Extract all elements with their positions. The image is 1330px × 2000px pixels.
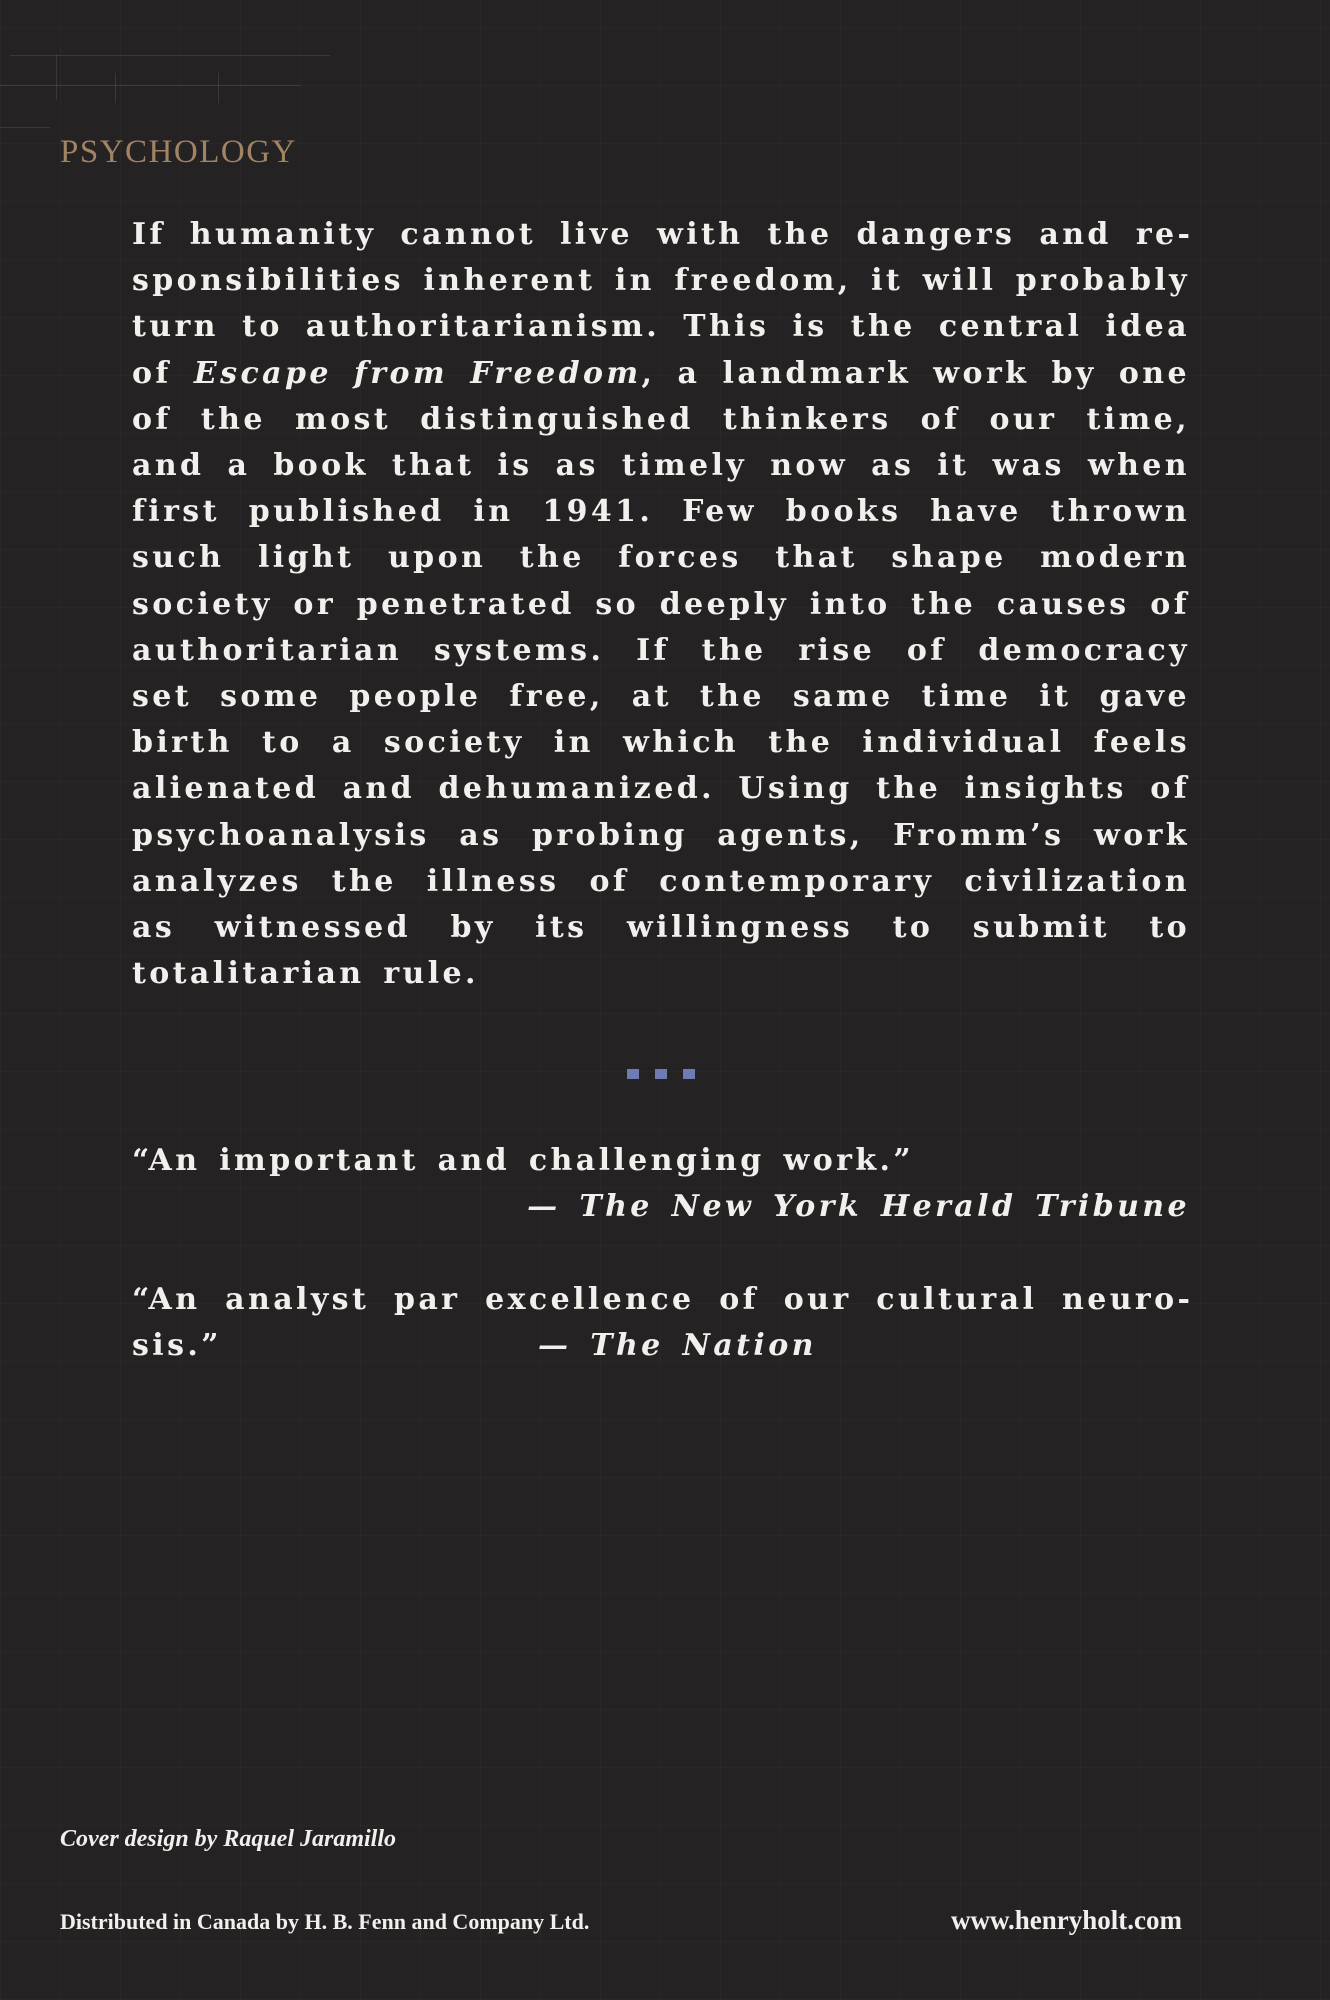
quote-text: “An important and challenging work.” (132, 1143, 915, 1178)
ornament-square (683, 1069, 695, 1079)
ornament-square (627, 1069, 639, 1079)
corner-crop-marks (0, 55, 330, 135)
book-title: Escape from Freedom (193, 355, 642, 391)
crop-tick (115, 73, 116, 103)
publisher-website: www.henryholt.com (951, 1905, 1182, 1935)
category-label: PSYCHOLOGY (60, 134, 297, 170)
crop-line (0, 85, 300, 86)
book-description (132, 212, 1190, 997)
crop-line (10, 55, 330, 56)
crop-tick (56, 55, 57, 100)
quote-text: “An analyst par excellence of our cultural neurosis.” (132, 1282, 1190, 1363)
section-divider-ornament (627, 1069, 695, 1079)
ornament-square (655, 1069, 667, 1079)
review-quote (132, 1138, 1190, 1224)
crop-line (0, 127, 50, 128)
cover-design-credit: Cover design by Raquel Jaramillo (60, 1826, 396, 1852)
review-quote (132, 1277, 1190, 1369)
description-text-start: If humanity cannot live with the dangers and responsibilities inherent in freedom, it will probably turn to authoritarianism. This is the central idea of (132, 217, 1190, 391)
crop-tick (218, 73, 219, 103)
description-text-end: , a landmark work by one of the most distinguished thinkers of our time, and a book that is as timely now as it was when first published in 1941. Few books have thrown such light upon the forces that shape modern society or penetrated so deeply into the causes of authoritarian systems. If the rise of democracy set some people free, at the same time it gave birth to a society in which the individual feels alienated and dehumanized. Using the insights of psychoanalysis as probing agents, Fromm’s work analyzes the illness of contemporary civilization as witnessed by its willingness to submit to totalitarian rule. (132, 355, 1190, 992)
distribution-note: Distributed in Canada by H. B. Fenn and Company Ltd. (60, 1909, 590, 1934)
quote-attribution: — The Nation (538, 1328, 817, 1363)
quote-attribution: — The New York Herald Tribune (527, 1189, 1190, 1224)
